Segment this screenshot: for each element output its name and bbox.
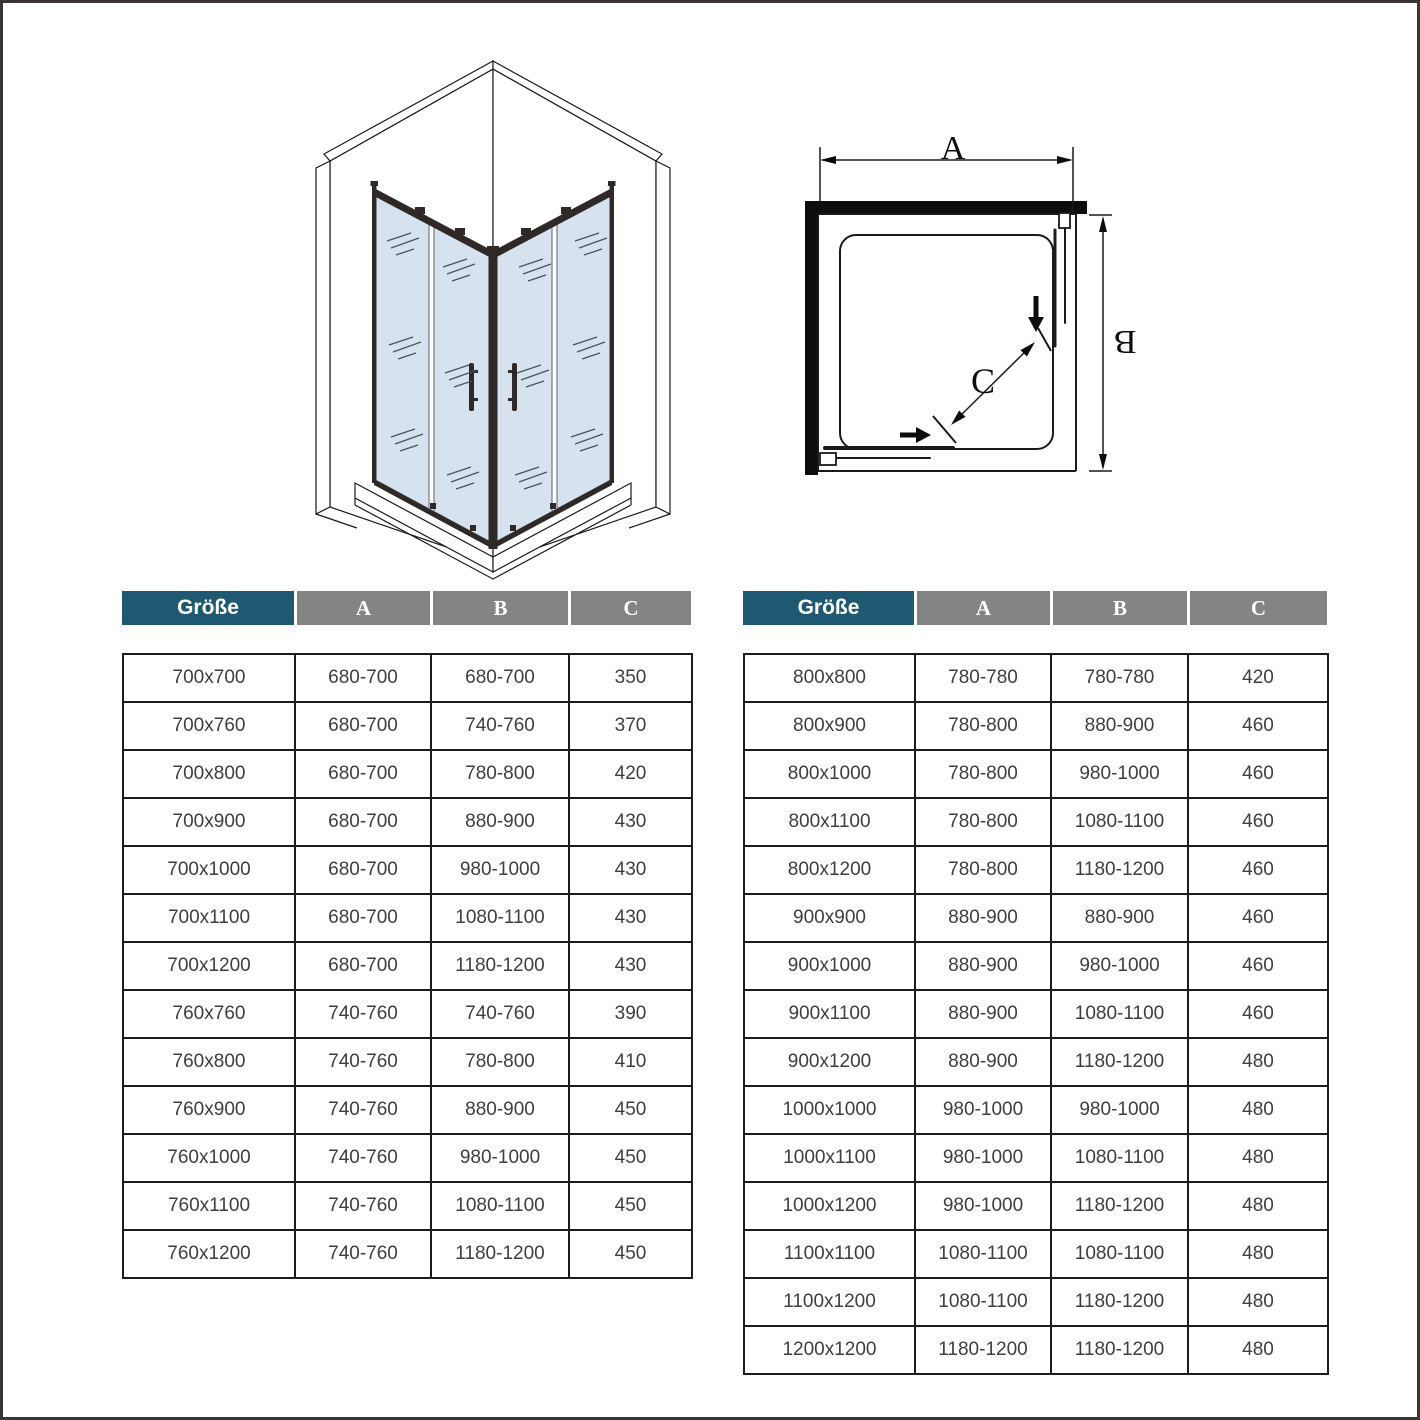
- table-cell: 1080-1100: [1051, 1134, 1188, 1182]
- table-cell: 1180-1200: [1051, 1182, 1188, 1230]
- table-cell: 680-700: [431, 654, 569, 702]
- header-cell-c: C: [568, 591, 691, 625]
- table-row: [123, 1230, 692, 1278]
- dim-label-b: B: [1113, 323, 1137, 360]
- header-cell-b: B: [1050, 591, 1187, 625]
- plan-view-diagram: [793, 103, 1163, 493]
- size-table-left-header: [122, 591, 691, 625]
- table-row: [744, 942, 1328, 990]
- table-cell: 700x1100: [123, 894, 295, 942]
- plan-door-bottom: [820, 448, 953, 465]
- table-cell: 410: [569, 1038, 692, 1086]
- table-row: [744, 1134, 1328, 1182]
- dim-label-c: C: [970, 361, 996, 401]
- header-cell-groesse: Größe: [743, 591, 914, 625]
- table-cell: 900x900: [744, 894, 915, 942]
- table-row: [744, 1230, 1328, 1278]
- table-cell: 880-900: [1051, 894, 1188, 942]
- table-cell: 680-700: [295, 846, 431, 894]
- table-cell: 420: [1188, 654, 1328, 702]
- table-cell: 1180-1200: [431, 1230, 569, 1278]
- table-cell: 480: [1188, 1230, 1328, 1278]
- table-row: [744, 990, 1328, 1038]
- table-cell: 1200x1200: [744, 1326, 915, 1374]
- size-table-left: [122, 653, 693, 1279]
- table-cell: 1180-1200: [1051, 1326, 1188, 1374]
- table-cell: 1100x1100: [744, 1230, 915, 1278]
- table-cell: 740-760: [295, 1086, 431, 1134]
- header-cell-groesse: Größe: [122, 591, 294, 625]
- table-cell: 680-700: [295, 654, 431, 702]
- table-cell: 450: [569, 1182, 692, 1230]
- dimension-b: [1089, 215, 1112, 471]
- table-cell: 1080-1100: [431, 1182, 569, 1230]
- table-cell: 460: [1188, 990, 1328, 1038]
- table-row: [123, 942, 692, 990]
- header-cell-c: C: [1187, 591, 1327, 625]
- table-cell: 1180-1200: [1051, 1038, 1188, 1086]
- table-row: [744, 702, 1328, 750]
- table-cell: 900x1200: [744, 1038, 915, 1086]
- table-row: [744, 846, 1328, 894]
- table-cell: 460: [1188, 798, 1328, 846]
- table-cell: 780-800: [915, 846, 1051, 894]
- table-cell: 700x760: [123, 702, 295, 750]
- table-cell: 430: [569, 942, 692, 990]
- table-cell: 460: [1188, 702, 1328, 750]
- table-cell: 480: [1188, 1086, 1328, 1134]
- table-cell: 900x1000: [744, 942, 915, 990]
- table-row: [744, 1278, 1328, 1326]
- table-cell: 980-1000: [1051, 942, 1188, 990]
- table-cell: 740-760: [295, 1134, 431, 1182]
- table-cell: 370: [569, 702, 692, 750]
- table-cell: 1180-1200: [1051, 846, 1188, 894]
- table-cell: 980-1000: [915, 1086, 1051, 1134]
- table-cell: 880-900: [915, 990, 1051, 1038]
- table-row: [744, 654, 1328, 702]
- table-cell: 800x900: [744, 702, 915, 750]
- table-cell: 1180-1200: [431, 942, 569, 990]
- table-cell: 1000x1200: [744, 1182, 915, 1230]
- table-cell: 980-1000: [915, 1182, 1051, 1230]
- table-cell: 760x760: [123, 990, 295, 1038]
- table-cell: 680-700: [295, 798, 431, 846]
- table-cell: 880-900: [915, 894, 1051, 942]
- table-row: [123, 1086, 692, 1134]
- table-cell: 680-700: [295, 750, 431, 798]
- table-row: [123, 654, 692, 702]
- table-cell: 420: [569, 750, 692, 798]
- table-cell: 800x1200: [744, 846, 915, 894]
- table-cell: 1080-1100: [1051, 798, 1188, 846]
- table-cell: 780-780: [1051, 654, 1188, 702]
- table-cell: 450: [569, 1134, 692, 1182]
- size-table-right-header: [743, 591, 1327, 625]
- table-row: [123, 894, 692, 942]
- header-cell-a: A: [914, 591, 1050, 625]
- table-cell: 480: [1188, 1134, 1328, 1182]
- isometric-shower-diagram: [303, 55, 683, 590]
- table-cell: 700x800: [123, 750, 295, 798]
- table-row: [123, 750, 692, 798]
- table-row: [123, 846, 692, 894]
- table-cell: 1080-1100: [1051, 1230, 1188, 1278]
- table-row: [123, 990, 692, 1038]
- table-cell: 1080-1100: [431, 894, 569, 942]
- table-row: [744, 750, 1328, 798]
- table-cell: 700x700: [123, 654, 295, 702]
- table-row: [123, 702, 692, 750]
- table-cell: 1000x1000: [744, 1086, 915, 1134]
- table-cell: 980-1000: [431, 1134, 569, 1182]
- table-cell: 390: [569, 990, 692, 1038]
- table-cell: 780-800: [915, 702, 1051, 750]
- table-cell: 980-1000: [1051, 750, 1188, 798]
- table-cell: 680-700: [295, 894, 431, 942]
- plan-door-right: [1055, 213, 1070, 346]
- table-cell: 980-1000: [915, 1134, 1051, 1182]
- table-cell: 450: [569, 1086, 692, 1134]
- corner-post: [487, 246, 499, 549]
- table-cell: 760x1100: [123, 1182, 295, 1230]
- table-cell: 700x1000: [123, 846, 295, 894]
- table-cell: 780-780: [915, 654, 1051, 702]
- table-cell: 480: [1188, 1326, 1328, 1374]
- header-cell-a: A: [294, 591, 430, 625]
- table-cell: 700x900: [123, 798, 295, 846]
- table-cell: 780-800: [431, 750, 569, 798]
- table-cell: 760x800: [123, 1038, 295, 1086]
- table-cell: 740-760: [431, 702, 569, 750]
- header-cell-b: B: [430, 591, 568, 625]
- table-cell: 880-900: [431, 1086, 569, 1134]
- table-row: [744, 1182, 1328, 1230]
- table-cell: 740-760: [295, 990, 431, 1038]
- table-row: [744, 798, 1328, 846]
- table-cell: 1100x1200: [744, 1278, 915, 1326]
- table-cell: 740-760: [295, 1230, 431, 1278]
- table-cell: 350: [569, 654, 692, 702]
- table-cell: 1180-1200: [915, 1326, 1051, 1374]
- table-cell: 1080-1100: [915, 1278, 1051, 1326]
- table-cell: 430: [569, 798, 692, 846]
- table-row: [123, 1134, 692, 1182]
- table-row: [744, 1326, 1328, 1374]
- table-cell: 780-800: [915, 750, 1051, 798]
- table-cell: 700x1200: [123, 942, 295, 990]
- table-cell: 1080-1100: [915, 1230, 1051, 1278]
- table-row: [123, 1182, 692, 1230]
- table-cell: 880-900: [915, 1038, 1051, 1086]
- table-cell: 800x1100: [744, 798, 915, 846]
- table-cell: 880-900: [915, 942, 1051, 990]
- table-cell: 460: [1188, 894, 1328, 942]
- table-cell: 780-800: [915, 798, 1051, 846]
- table-cell: 900x1100: [744, 990, 915, 1038]
- table-cell: 680-700: [295, 942, 431, 990]
- table-cell: 680-700: [295, 702, 431, 750]
- table-cell: 430: [569, 894, 692, 942]
- table-cell: 800x800: [744, 654, 915, 702]
- table-cell: 740-760: [431, 990, 569, 1038]
- table-cell: 780-800: [431, 1038, 569, 1086]
- table-cell: 450: [569, 1230, 692, 1278]
- plan-tray: [840, 235, 1053, 449]
- table-cell: 800x1000: [744, 750, 915, 798]
- table-cell: 760x1000: [123, 1134, 295, 1182]
- table-cell: 1000x1100: [744, 1134, 915, 1182]
- table-row: [123, 1038, 692, 1086]
- table-cell: 480: [1188, 1182, 1328, 1230]
- table-cell: 740-760: [295, 1182, 431, 1230]
- table-cell: 460: [1188, 846, 1328, 894]
- table-cell: 460: [1188, 942, 1328, 990]
- table-row: [744, 1038, 1328, 1086]
- table-cell: 760x1200: [123, 1230, 295, 1278]
- table-row: [744, 1086, 1328, 1134]
- table-cell: 880-900: [1051, 702, 1188, 750]
- table-row: [744, 894, 1328, 942]
- table-cell: 1180-1200: [1051, 1278, 1188, 1326]
- table-row: [123, 798, 692, 846]
- table-cell: 740-760: [295, 1038, 431, 1086]
- table-cell: 980-1000: [431, 846, 569, 894]
- table-cell: 460: [1188, 750, 1328, 798]
- table-cell: 480: [1188, 1038, 1328, 1086]
- table-cell: 430: [569, 846, 692, 894]
- table-cell: 480: [1188, 1278, 1328, 1326]
- table-cell: 880-900: [431, 798, 569, 846]
- table-cell: 980-1000: [1051, 1086, 1188, 1134]
- table-cell: 1080-1100: [1051, 990, 1188, 1038]
- dim-label-a: A: [940, 130, 966, 167]
- size-table-right: [743, 653, 1329, 1375]
- table-cell: 760x900: [123, 1086, 295, 1134]
